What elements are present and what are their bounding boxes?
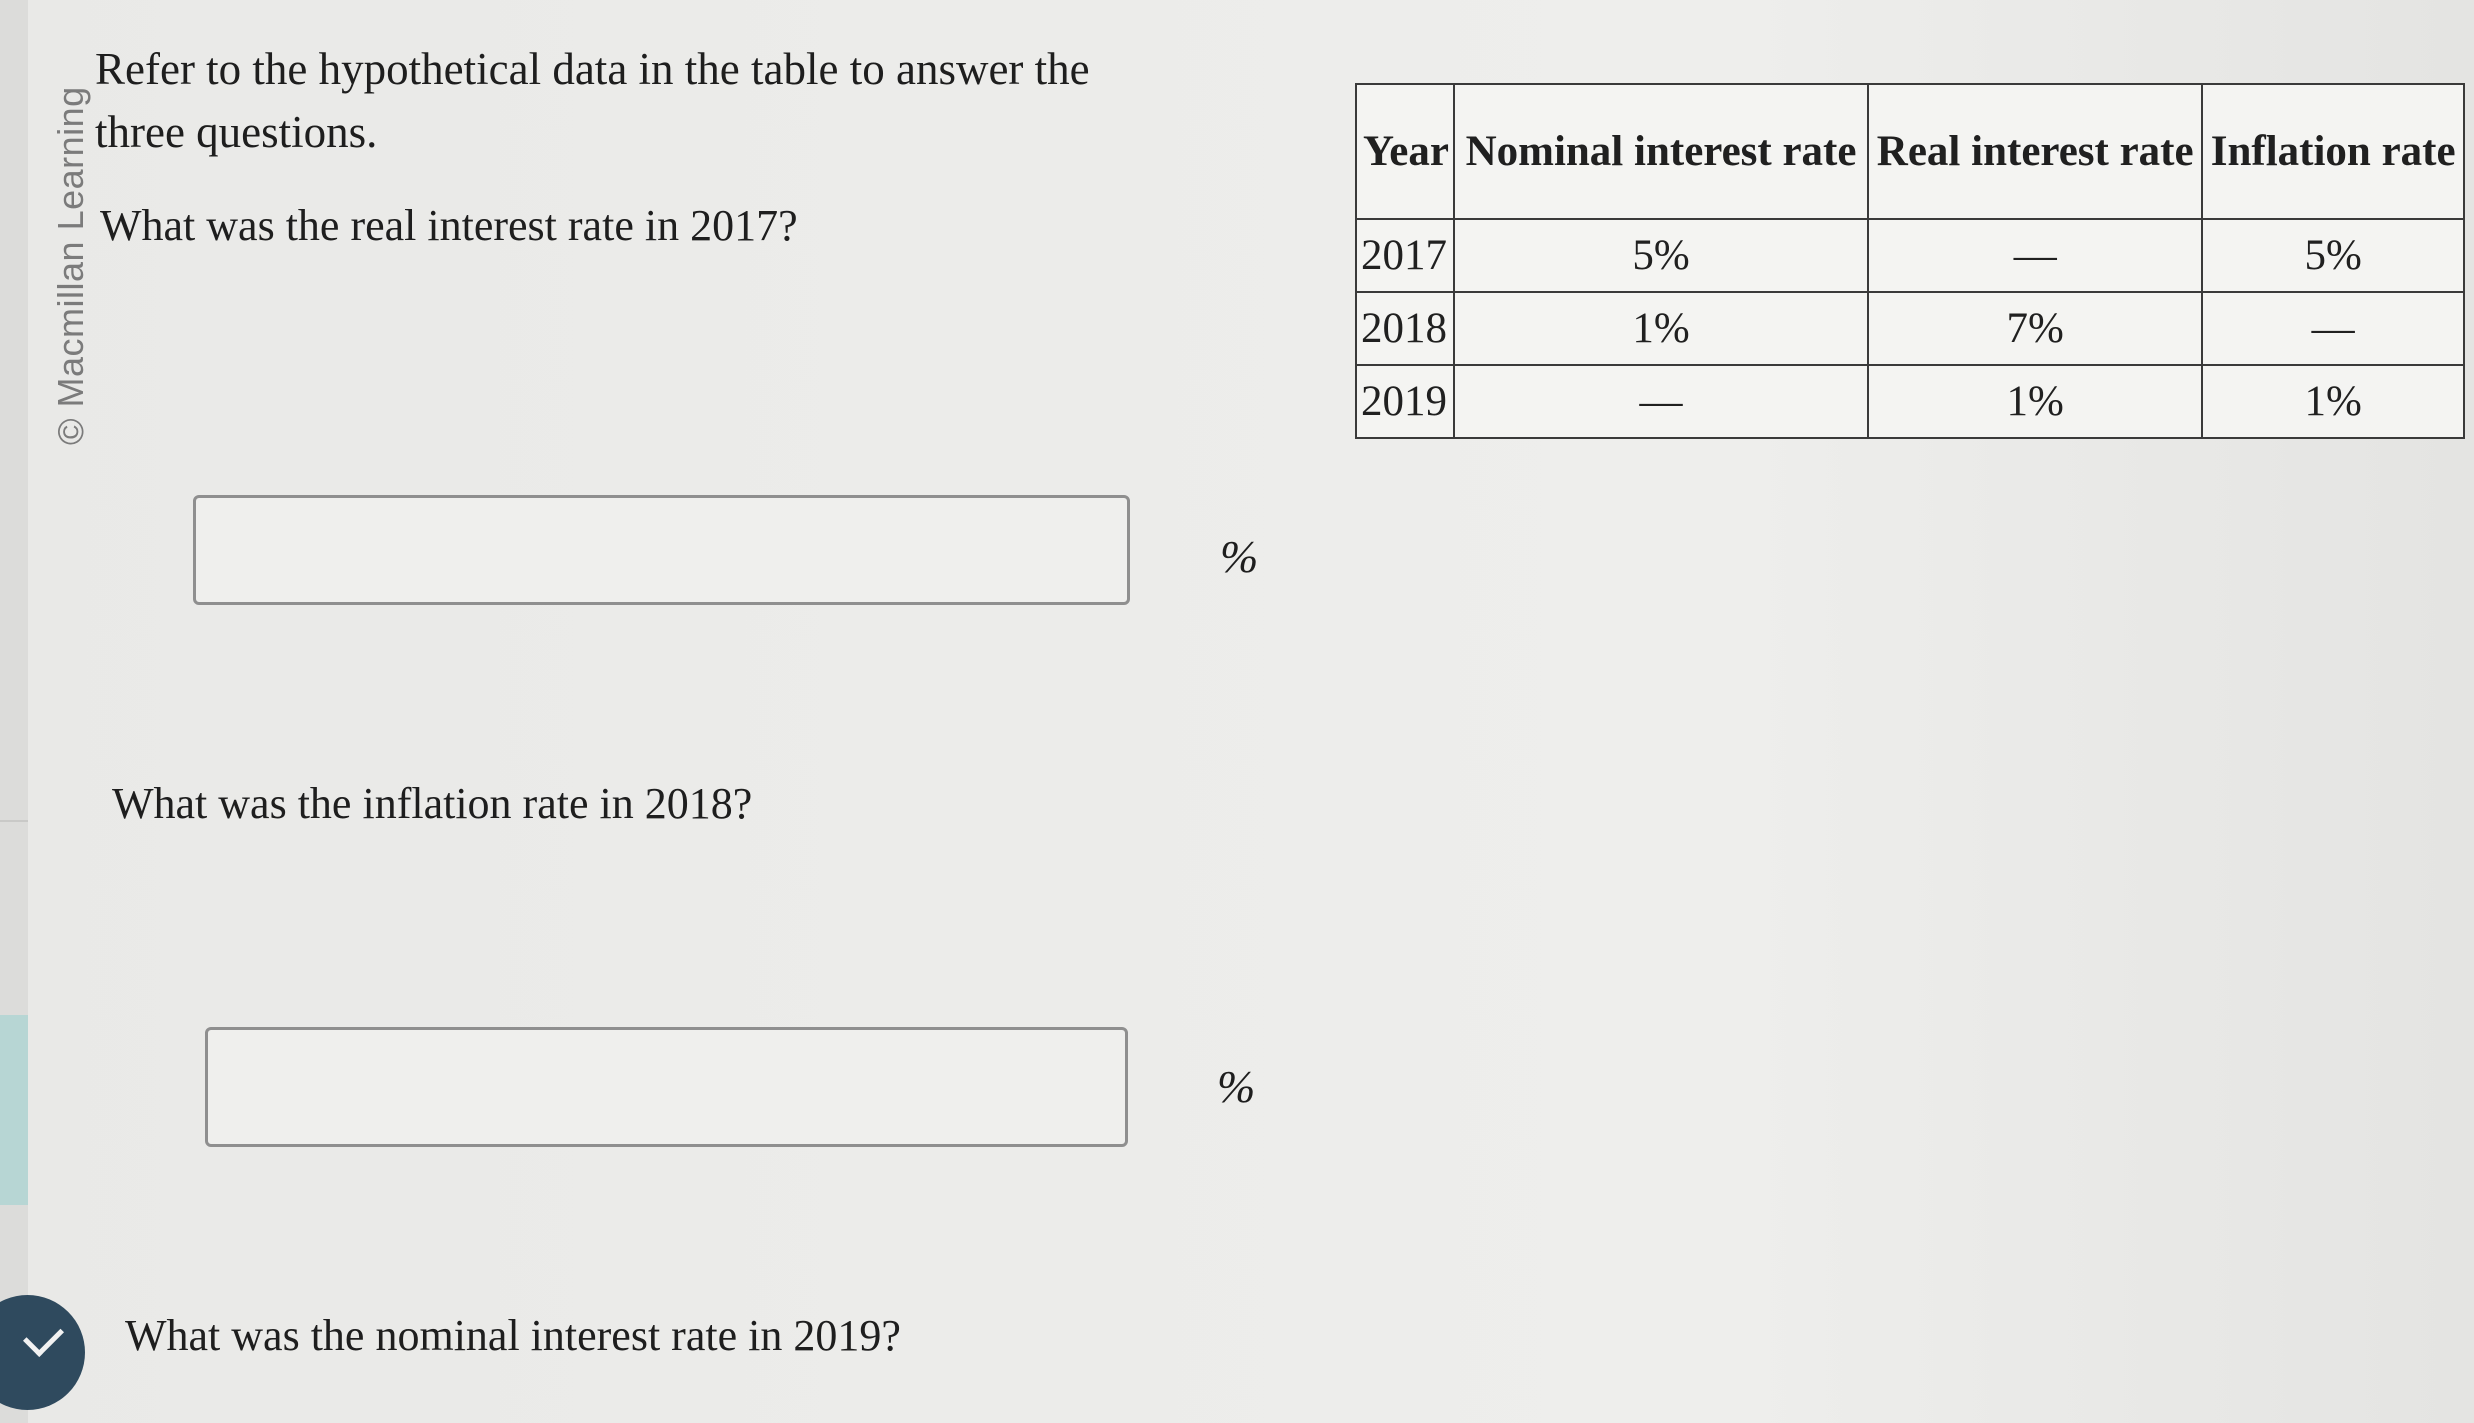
- table-cell-real: 7%: [1868, 292, 2202, 365]
- table-header-row: [1356, 84, 2464, 219]
- table-cell-real: —: [1868, 219, 2202, 292]
- table-header-nominal: Nominal interest rate: [1454, 84, 1868, 219]
- table-cell-nominal: —: [1454, 365, 1868, 438]
- question-1-text: What was the real interest rate in 2017?: [100, 201, 798, 250]
- left-edge-divider: [0, 820, 28, 822]
- table-cell-year: 2017: [1356, 219, 1454, 292]
- question-2-text: What was the inflation rate in 2018?: [112, 779, 753, 828]
- table-header-inflation: Inflation rate: [2202, 84, 2464, 219]
- table-cell-nominal: 5%: [1454, 219, 1868, 292]
- table-header-year: Year: [1356, 84, 1454, 219]
- table-row: [1356, 365, 2464, 438]
- table-row: [1356, 292, 2464, 365]
- interest-rate-table: [1355, 83, 2465, 439]
- copyright-text: © Macmillan Learning: [50, 86, 91, 445]
- table-cell-inflation: 1%: [2202, 365, 2464, 438]
- table-cell-year: 2019: [1356, 365, 1454, 438]
- left-edge-strip: [0, 0, 28, 1423]
- table-cell-inflation: —: [2202, 292, 2464, 365]
- question-1-unit: %: [1220, 531, 1259, 582]
- table-row: [1356, 219, 2464, 292]
- table-header-real: Real interest rate: [1868, 84, 2202, 219]
- table-cell-real: 1%: [1868, 365, 2202, 438]
- left-accent-strip: [0, 1015, 28, 1205]
- table-cell-year: 2018: [1356, 292, 1454, 365]
- question-3-text: What was the nominal interest rate in 2019?: [125, 1311, 901, 1360]
- question-2-answer-input[interactable]: [205, 1027, 1128, 1147]
- intro-text: Refer to the hypothetical data in the table to answer the three questions.: [95, 44, 1090, 157]
- table-cell-nominal: 1%: [1454, 292, 1868, 365]
- question-1-answer-input[interactable]: [193, 495, 1130, 605]
- table-cell-inflation: 5%: [2202, 219, 2464, 292]
- question-2-unit: %: [1217, 1061, 1256, 1112]
